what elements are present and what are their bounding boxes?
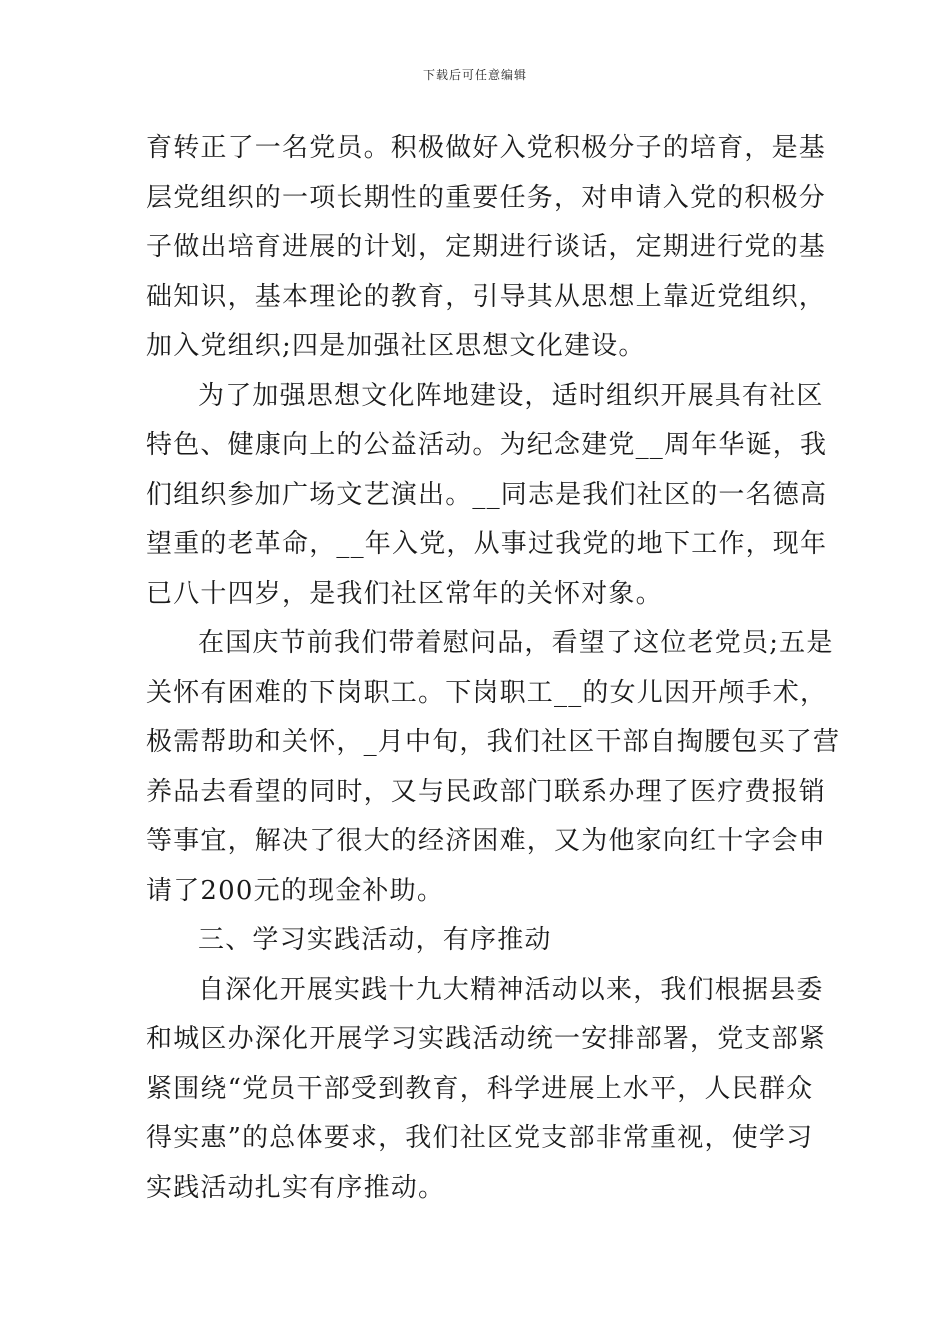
text-line: 加入党组织;四是加强社区思想文化建设。	[146, 331, 646, 361]
text-line: 望重的老革命，__年入党，从事过我党的地下工作，现年	[146, 529, 828, 559]
text-line: 育转正了一名党员。积极做好入党积极分子的培育，是基	[146, 133, 827, 163]
text-line: 和城区办深化开展学习实践活动统一安排部署，党支部紧	[146, 1024, 827, 1054]
document-body	[146, 124, 841, 1213]
text-line: 养品去看望的同时，又与民政部门联系办理了医疗费报销	[146, 776, 827, 807]
text-line: 得实惠”的总体要求，我们社区党支部非常重视，使学习	[146, 1123, 814, 1153]
text-line: 层党组织的一项长期性的重要任务，对申请入党的积极分	[146, 182, 827, 213]
text-line: 极需帮助和关怀，_月中旬，我们社区干部自掏腰包买了营	[146, 727, 841, 757]
text-line: 特色、健康向上的公益活动。为纪念建党__周年华诞，我	[146, 430, 828, 460]
section-heading: 三、学习实践活动，有序推动	[198, 925, 552, 955]
text-line: 紧围绕“党员干部受到教育，科学进展上水平，人民群众	[146, 1073, 814, 1104]
text-line: 请了200元的现金补助。	[146, 875, 445, 906]
text-line: 础知识，基本理论的教育，引导其从思想上靠近党组织，	[146, 281, 827, 312]
text-line: 实践活动扎实有序推动。	[146, 1172, 446, 1203]
text-line: 等事宜，解决了很大的经济困难，又为他家向红十字会申	[146, 826, 827, 856]
text-line: 们组织参加广场文艺演出。__同志是我们社区的一名德高	[146, 479, 828, 510]
paragraph-first-line: 在国庆节前我们带着慰问品，看望了这位老党员;五是	[198, 628, 834, 658]
paragraph-first-line: 自深化开展实践十九大精神活动以来，我们根据县委	[198, 974, 824, 1005]
text-line: 关怀有困难的下岗职工。下岗职工__的女儿因开颅手术，	[146, 677, 828, 708]
text-line: 子做出培育进展的计划，定期进行谈话，定期进行党的基	[146, 232, 827, 262]
header-note: 下载后可任意编辑	[422, 68, 527, 82]
text-line: 已八十四岁，是我们社区常年的关怀对象。	[146, 578, 663, 609]
paragraph-first-line: 为了加强思想文化阵地建设，适时组织开展具有社区	[198, 380, 824, 411]
